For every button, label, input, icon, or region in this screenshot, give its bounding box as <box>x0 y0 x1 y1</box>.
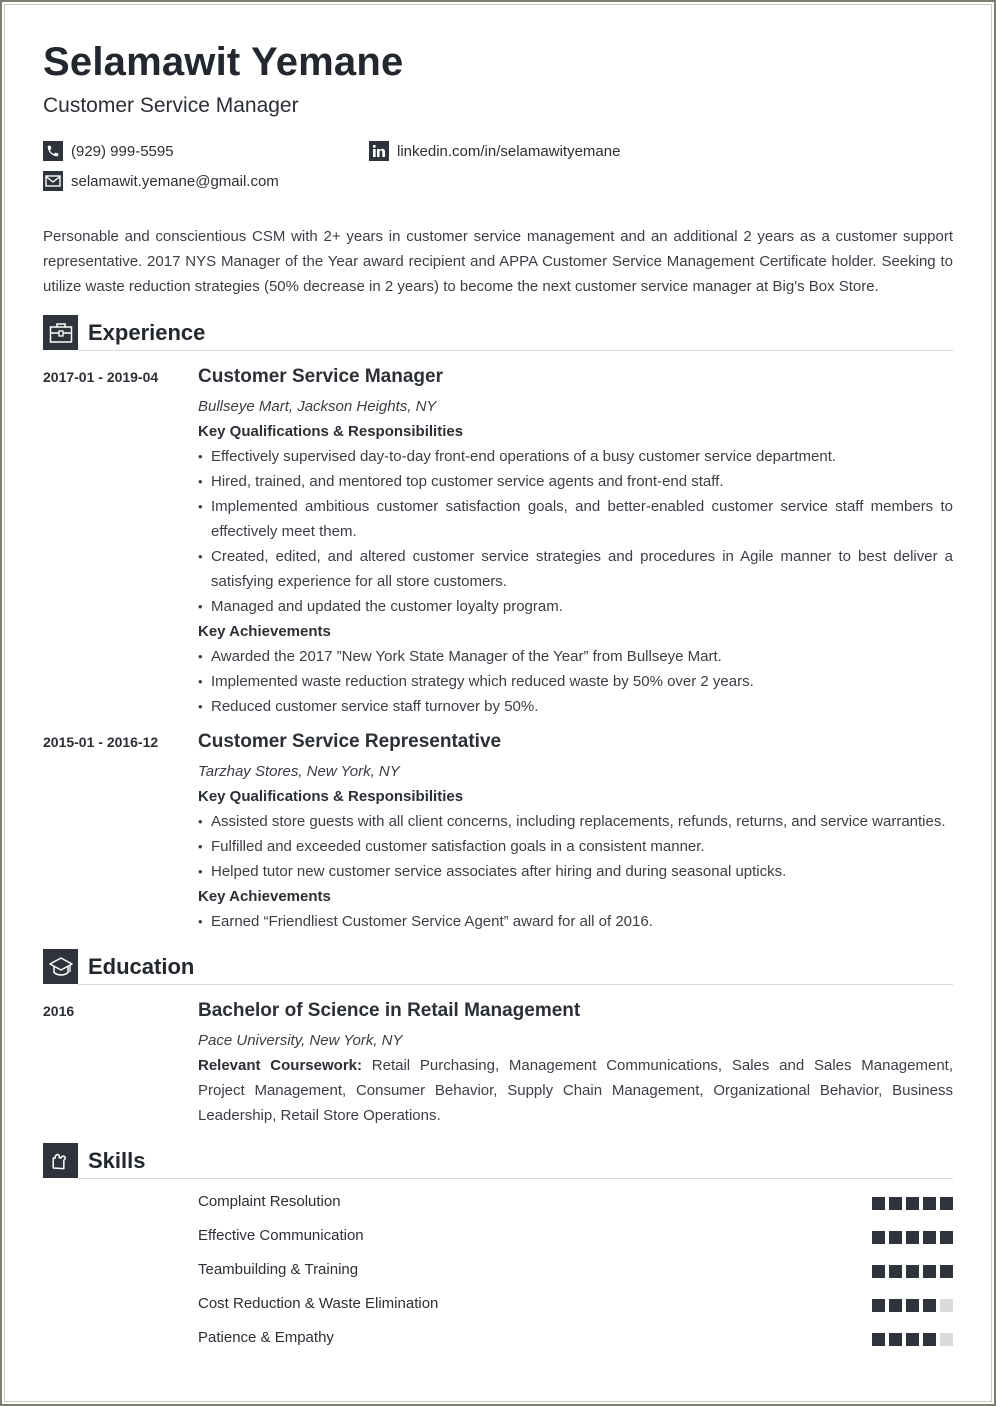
skill-name: Effective Communication <box>198 1227 364 1244</box>
coursework <box>198 1053 953 1128</box>
contact-phone <box>43 141 174 161</box>
qualifications-heading: Key Qualifications & Responsibilities <box>198 423 464 440</box>
email-value[interactable]: selamawit.yemane@gmail.com <box>71 172 279 190</box>
rating-square-filled <box>923 1197 936 1210</box>
skill-row <box>198 1260 953 1294</box>
professional-summary: Personable and conscientious CSM with 2+ years in customer service management and an additional 2 years as a customer support representative. 2017 NYS Manager of the Year award recipient and APPA Customer Service Management Certificate holder. Seeking to utilize waste reduction strategies (50% decrease in 2 years) to become the next customer service manager at Big's Box Store. <box>43 228 953 295</box>
qualifications-list <box>198 444 953 619</box>
rating-square-filled <box>872 1333 885 1346</box>
rating-square-filled <box>940 1265 953 1278</box>
skill-name: Patience & Empathy <box>198 1329 334 1346</box>
list-item: • Created, edited, and altered customer service strategies and procedures in Agile manner to best deliver a satisfying experience for all store customers. <box>198 544 953 594</box>
linkedin-value[interactable]: linkedin.com/in/selamawityemane <box>397 142 621 160</box>
entry-dates: 2017-01 - 2019-04 <box>43 369 159 385</box>
section-experience-header <box>43 315 953 351</box>
list-item: • Implemented waste reduction strategy which reduced waste by 50% over 2 years. <box>198 669 953 694</box>
skill-rating <box>872 1231 953 1244</box>
candidate-role: Customer Service Manager <box>43 94 299 117</box>
entry-date: 2016 <box>43 1003 75 1019</box>
puzzle-piece-icon <box>43 1143 78 1178</box>
rating-square-filled <box>889 1333 902 1346</box>
coursework-list: Retail Purchasing, Management Communications, Sales and Sales Management, Project Management, Consumer Behavior, Supply Chain Management, Organizational Behavior, Business Leadership, Retail Store Operations. <box>198 1057 953 1124</box>
rating-square-filled <box>889 1265 902 1278</box>
section-education-header <box>43 949 953 985</box>
degree: Bachelor of Science in Retail Management <box>198 1000 581 1021</box>
achievements-heading: Key Achievements <box>198 888 331 905</box>
phone-value[interactable]: (929) 999-5595 <box>71 142 174 160</box>
rating-square-filled <box>906 1197 919 1210</box>
school: Pace University, New York, NY <box>198 1032 403 1049</box>
coursework-label: Relevant Coursework: <box>198 1057 362 1074</box>
phone-icon <box>43 141 63 161</box>
list-item: • Managed and updated the customer loyalty program. <box>198 594 953 619</box>
skill-row <box>198 1192 953 1226</box>
section-skills-header <box>43 1143 953 1179</box>
rating-square-filled <box>906 1231 919 1244</box>
skill-rating <box>872 1265 953 1278</box>
rating-square-filled <box>872 1231 885 1244</box>
list-item: • Implemented ambitious customer satisfaction goals, and better-enabled customer service staff members to effectively meet them. <box>198 494 953 544</box>
rating-square-filled <box>906 1299 919 1312</box>
linkedin-icon <box>369 141 389 161</box>
briefcase-icon <box>43 315 78 350</box>
section-divider <box>78 984 953 985</box>
skills-list <box>198 1192 953 1362</box>
list-item: • Awarded the 2017 ”New York State Manager of the Year” from Bullseye Mart. <box>198 644 953 669</box>
list-item: • Hired, trained, and mentored top customer service agents and front-end staff. <box>198 469 953 494</box>
rating-square-filled <box>906 1265 919 1278</box>
section-title: Experience <box>88 320 206 345</box>
rating-square-filled <box>940 1231 953 1244</box>
skill-row <box>198 1294 953 1328</box>
entry-dates: 2015-01 - 2016-12 <box>43 734 159 750</box>
skill-rating <box>872 1197 953 1210</box>
rating-square-filled <box>889 1231 902 1244</box>
rating-square-filled <box>889 1299 902 1312</box>
list-item: • Reduced customer service staff turnover by 50%. <box>198 694 953 719</box>
rating-square-filled <box>872 1197 885 1210</box>
mail-icon <box>43 171 63 191</box>
skill-name: Complaint Resolution <box>198 1193 341 1210</box>
job-title: Customer Service Manager <box>198 366 443 387</box>
rating-square-filled <box>923 1299 936 1312</box>
rating-square-filled <box>872 1299 885 1312</box>
section-divider <box>78 1178 953 1179</box>
graduation-cap-icon <box>43 949 78 984</box>
rating-square-filled <box>906 1333 919 1346</box>
list-item: • Assisted store guests with all client concerns, including replacements, refunds, returns, and service warranties. <box>198 809 953 834</box>
rating-square-filled <box>923 1265 936 1278</box>
rating-square-filled <box>923 1333 936 1346</box>
achievements-list <box>198 909 953 934</box>
section-title: Skills <box>88 1148 146 1173</box>
skill-rating <box>872 1299 953 1312</box>
list-item: • Earned “Friendliest Customer Service Agent” award for all of 2016. <box>198 909 953 934</box>
company: Bullseye Mart, Jackson Heights, NY <box>198 398 437 415</box>
skill-rating <box>872 1333 953 1346</box>
qualifications-heading: Key Qualifications & Responsibilities <box>198 788 464 805</box>
rating-square-empty <box>940 1333 953 1346</box>
skill-name: Cost Reduction & Waste Elimination <box>198 1295 439 1312</box>
company: Tarzhay Stores, New York, NY <box>198 763 400 780</box>
section-title: Education <box>88 954 195 979</box>
rating-square-filled <box>889 1197 902 1210</box>
section-divider <box>78 350 953 351</box>
contact-email <box>43 171 279 191</box>
achievements-heading: Key Achievements <box>198 623 331 640</box>
rating-square-empty <box>940 1299 953 1312</box>
rating-square-filled <box>940 1197 953 1210</box>
qualifications-list <box>198 809 953 884</box>
contact-linkedin <box>369 141 620 161</box>
list-item: • Effectively supervised day-to-day front-end operations of a busy customer service department. <box>198 444 953 469</box>
job-title: Customer Service Representative <box>198 731 502 752</box>
achievements-list <box>198 644 953 719</box>
rating-square-filled <box>872 1265 885 1278</box>
skill-row <box>198 1328 953 1362</box>
list-item: • Fulfilled and exceeded customer satisfaction goals in a consistent manner. <box>198 834 953 859</box>
skill-name: Teambuilding & Training <box>198 1261 359 1278</box>
list-item: • Helped tutor new customer service associates after hiring and during seasonal upticks. <box>198 859 953 884</box>
rating-square-filled <box>923 1231 936 1244</box>
candidate-name: Selamawit Yemane <box>43 40 404 84</box>
skill-row <box>198 1226 953 1260</box>
